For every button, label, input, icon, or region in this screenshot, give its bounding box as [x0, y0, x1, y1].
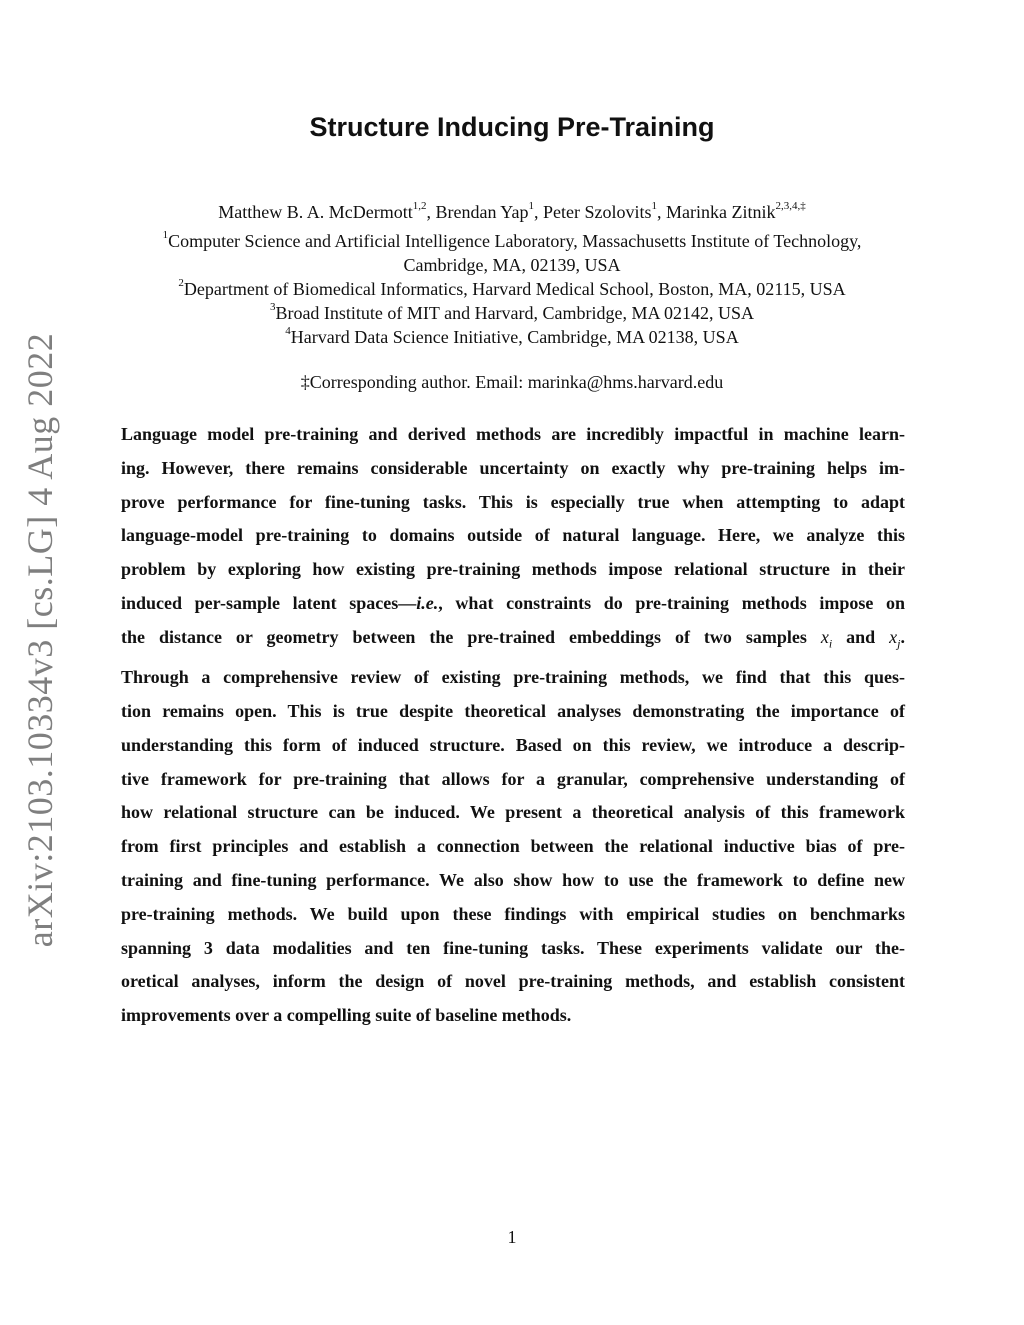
- affiliation-text: Department of Biomedical Informatics, Harvard Medical School, Boston, MA, 02115, USA: [183, 279, 846, 299]
- affiliation: [120, 325, 904, 349]
- author-affiliation-marker: 2,3,4,‡: [775, 200, 806, 212]
- abstract-line: [121, 587, 905, 621]
- abstract-text: the distance or geometry between the pre-trained embeddings of two samples: [121, 626, 821, 647]
- abstract-line: tion remains open. This is true despite theoretical analyses demonstrating the importance of: [121, 700, 905, 721]
- abstract-line: pre-training methods. We build upon these findings with empirical studies on benchmarks: [121, 903, 905, 924]
- affiliation: [120, 229, 904, 253]
- author-separator: ,: [426, 202, 436, 222]
- paper-title: Structure Inducing Pre-Training: [309, 112, 715, 142]
- corresponding-author-note: ‡Corresponding author. Email: marinka@hms.harvard.edu: [300, 372, 724, 392]
- affiliation: [120, 277, 904, 301]
- affiliation-marker: 1: [162, 229, 169, 241]
- abstract-line: understanding this form of induced structure. Based on this review, we introduce a descrip-: [121, 734, 905, 755]
- author-list: [0, 200, 1024, 224]
- math-symbol: [889, 626, 901, 651]
- author-name: Peter Szolovits: [543, 202, 652, 222]
- affiliation-text: Broad Institute of MIT and Harvard, Cambridge, MA 02142, USA: [275, 303, 755, 323]
- abstract-line: problem by exploring how existing pre-training methods impose relational structure in their: [121, 559, 905, 580]
- abstract-emphasis: i.e.: [416, 592, 439, 613]
- author-separator: ,: [657, 202, 666, 222]
- abstract-line: spanning 3 data modalities and ten fine-tuning tasks. These experiments validate our the-: [121, 937, 905, 958]
- abstract: [121, 418, 905, 1033]
- affiliation-continuation: Cambridge, MA, 02139, USA: [403, 255, 621, 275]
- abstract-line: Through a comprehensive review of existing pre-training methods, we find that this ques-: [121, 667, 905, 688]
- abstract-text: and: [832, 626, 890, 647]
- author-affiliation-marker: 1: [528, 200, 534, 212]
- abstract-line: language-model pre-training to domains outside of natural language. Here, we analyze this: [121, 525, 905, 546]
- math-symbol: [820, 626, 833, 651]
- abstract-line: from first principles and establish a connection between the relational inductive bias of pre-: [121, 836, 905, 857]
- abstract-line: tive framework for pre-training that allows for a granular, comprehensive understanding of: [121, 768, 905, 789]
- affiliation-marker: 3: [269, 301, 276, 313]
- abstract-line: improvements over a compelling suite of baseline methods.: [121, 1005, 572, 1026]
- author-name: Matthew B. A. McDermott: [218, 202, 413, 222]
- author-affiliation-marker: 1,2: [412, 200, 427, 212]
- author-name: Brendan Yap: [435, 202, 529, 222]
- arxiv-identifier: arXiv:2103.10334v3 [cs.LG] 4 Aug 2022: [20, 332, 60, 948]
- author-separator: ,: [534, 202, 543, 222]
- math-variable: x: [820, 626, 829, 647]
- math-subscript: j: [897, 636, 901, 651]
- math-variable: x: [889, 626, 898, 647]
- affiliation-text: Computer Science and Artificial Intelligence Laboratory, Massachusetts Institute of Technology,: [168, 231, 862, 251]
- abstract-text: induced per-sample latent spaces—: [121, 592, 417, 613]
- affiliation: [120, 301, 904, 325]
- affiliation-list: [120, 229, 904, 349]
- abstract-line: [121, 621, 905, 661]
- abstract-text: , what constraints do pre-training methods impose on: [438, 592, 906, 613]
- math-subscript: i: [828, 636, 833, 651]
- abstract-line: ing. However, there remains considerable uncertainty on exactly why pre-training helps im-: [121, 457, 905, 478]
- affiliation-marker: 4: [285, 325, 291, 337]
- author-name: Marinka Zitnik: [666, 202, 776, 222]
- abstract-line: prove performance for fine-tuning tasks. This is especially true when attempting to adapt: [121, 491, 905, 512]
- abstract-line: training and fine-tuning performance. We also show how to use the framework to define new: [121, 869, 905, 890]
- affiliation-marker: 2: [178, 277, 184, 289]
- abstract-text: .: [900, 626, 905, 647]
- page-number: 1: [507, 1227, 517, 1247]
- abstract-line: oretical analyses, inform the design of novel pre-training methods, and establish consistent: [121, 971, 905, 992]
- author-affiliation-marker: 1: [651, 200, 657, 212]
- abstract-line: how relational structure can be induced. We present a theoretical analysis of this framework: [121, 802, 905, 823]
- abstract-line: Language model pre-training and derived methods are incredibly impactful in machine learn-: [121, 424, 905, 444]
- affiliation-text: Harvard Data Science Initiative, Cambridge, MA 02138, USA: [290, 327, 739, 347]
